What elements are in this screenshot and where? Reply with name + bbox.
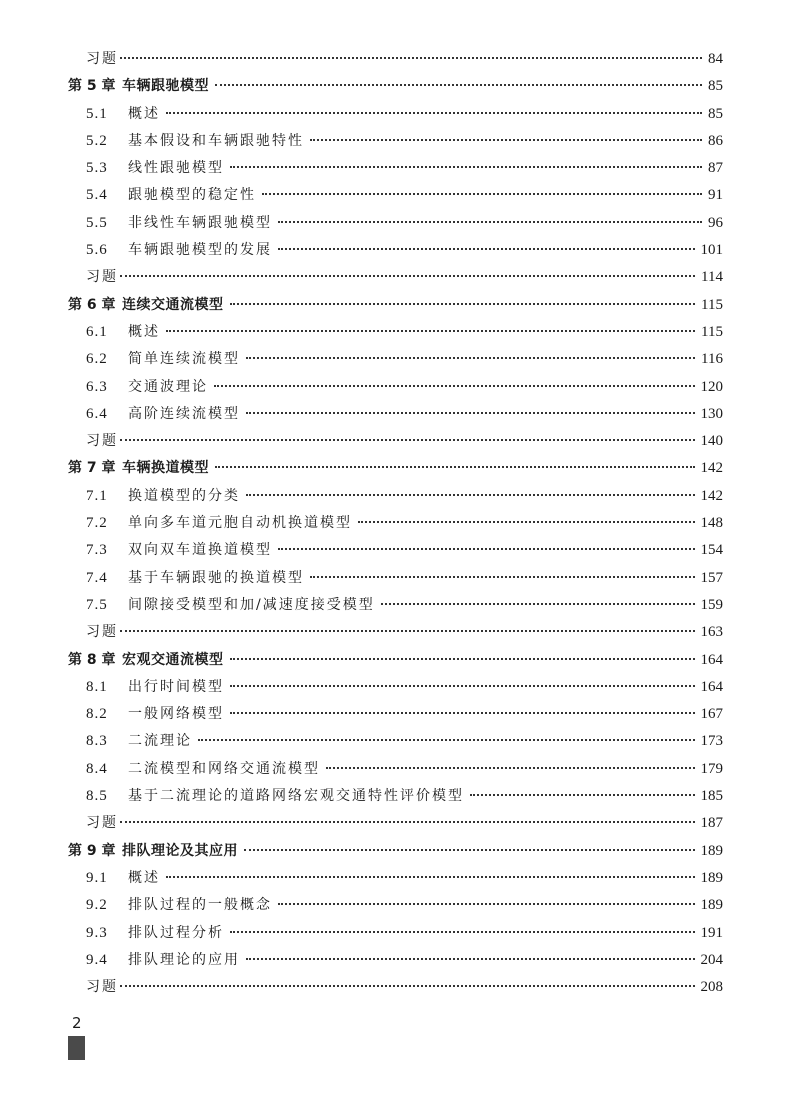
toc-section-row[interactable] — [68, 512, 723, 539]
toc-page-number: 167 — [700, 706, 723, 723]
toc-exercise-row[interactable] — [68, 621, 723, 648]
toc-page-number: 115 — [701, 296, 723, 313]
toc-number: 第 8 章 — [68, 651, 116, 668]
dot-leader — [230, 931, 695, 933]
dot-leader — [166, 112, 702, 114]
toc-title: 跟驰模型的稳定性 — [128, 187, 256, 204]
dot-leader — [120, 275, 695, 277]
dot-leader — [120, 985, 695, 987]
toc-page-number: 140 — [700, 433, 723, 450]
toc-number: 8.5 — [86, 788, 108, 805]
toc-page-number: 185 — [700, 788, 723, 805]
toc-title: 习题 — [86, 51, 118, 67]
dot-leader — [120, 821, 695, 823]
toc-chapter-row[interactable] — [68, 457, 723, 484]
toc-number: 9.3 — [86, 924, 108, 941]
toc-title: 连续交通流模型 — [122, 296, 224, 313]
toc-page-number: 154 — [700, 542, 723, 559]
toc-number: 第 5 章 — [68, 78, 116, 95]
toc-section-row[interactable] — [68, 539, 723, 566]
dot-leader — [230, 658, 695, 660]
toc-title: 排队理论的应用 — [128, 951, 240, 968]
toc-title: 概述 — [128, 869, 160, 886]
toc-title: 习题 — [86, 624, 118, 641]
dot-leader — [278, 903, 695, 905]
toc-title: 习题 — [86, 269, 118, 286]
toc-number: 7.2 — [86, 515, 108, 532]
toc-section-row[interactable] — [68, 321, 723, 348]
toc-number: 第 9 章 — [68, 842, 116, 859]
toc-number: 6.2 — [86, 351, 108, 368]
dot-leader — [215, 84, 702, 86]
toc-number: 8.4 — [86, 760, 108, 777]
toc-title: 双向双车道换道模型 — [128, 542, 272, 559]
toc-section-row[interactable] — [68, 239, 723, 266]
toc-title: 简单连续流模型 — [128, 351, 240, 368]
toc-section-row[interactable] — [68, 348, 723, 375]
toc-page-number: 120 — [700, 378, 723, 395]
toc-number: 5.5 — [86, 214, 108, 231]
toc-page-number: 116 — [701, 351, 723, 368]
dot-leader — [230, 303, 696, 305]
toc-title: 习题 — [86, 979, 118, 996]
dot-leader — [278, 221, 702, 223]
toc-section-row[interactable] — [68, 485, 723, 512]
dot-leader — [166, 330, 695, 332]
dot-leader — [470, 794, 695, 796]
toc-number: 7.3 — [86, 542, 108, 559]
toc-page-number: 84 — [708, 51, 723, 67]
dot-leader — [166, 876, 695, 878]
toc-section-row[interactable] — [68, 867, 723, 894]
toc-page-number: 157 — [700, 569, 723, 586]
dot-leader — [198, 739, 695, 741]
toc-number: 5.6 — [86, 242, 108, 259]
toc-title: 排队过程分析 — [128, 924, 224, 941]
toc-page-number: 148 — [700, 515, 723, 532]
toc-title: 排队过程的一般概念 — [128, 897, 272, 914]
toc-number: 6.1 — [86, 323, 108, 340]
toc-section-row[interactable] — [68, 594, 723, 621]
toc-title: 换道模型的分类 — [128, 487, 240, 504]
toc-page-number: 189 — [700, 842, 723, 859]
toc-page-number: 96 — [708, 214, 723, 231]
toc-section-row[interactable] — [68, 730, 723, 757]
toc-number: 5.4 — [86, 187, 108, 204]
dot-leader — [246, 412, 695, 414]
toc-section-row[interactable] — [68, 758, 723, 785]
toc-chapter-row[interactable] — [68, 75, 723, 102]
toc-section-row[interactable] — [68, 676, 723, 703]
toc-number: 8.2 — [86, 706, 108, 723]
toc-title: 概述 — [128, 323, 160, 340]
toc-number: 6.4 — [86, 405, 108, 422]
dot-leader — [215, 466, 695, 468]
toc-page-number: 163 — [700, 624, 723, 641]
toc-section-row[interactable] — [68, 785, 723, 812]
toc-title: 二流模型和网络交通流模型 — [128, 760, 320, 777]
dot-leader — [214, 385, 695, 387]
dot-leader — [230, 712, 695, 714]
toc-page-number: 159 — [700, 596, 723, 613]
toc-chapter-row[interactable] — [68, 649, 723, 676]
toc-title: 宏观交通流模型 — [122, 651, 224, 668]
dot-leader — [381, 603, 695, 605]
toc-page-number: 189 — [700, 869, 723, 886]
toc-title: 高阶连续流模型 — [128, 405, 240, 422]
toc-section-row[interactable] — [68, 130, 723, 157]
dot-leader — [358, 521, 695, 523]
toc-section-row[interactable] — [68, 103, 723, 130]
toc-page-number: 173 — [700, 733, 723, 750]
toc-number: 7.4 — [86, 569, 108, 586]
toc-title: 车辆跟驰模型 — [122, 78, 209, 95]
dot-leader — [246, 494, 695, 496]
toc-page-number: 86 — [708, 132, 723, 149]
toc-chapter-row[interactable] — [68, 840, 723, 867]
toc-title: 排队理论及其应用 — [122, 842, 238, 859]
thumb-tab-marker — [68, 1036, 85, 1060]
toc-number: 5.2 — [86, 132, 108, 149]
toc-exercise-row[interactable] — [68, 976, 723, 1003]
toc-page-number: 179 — [700, 760, 723, 777]
toc-exercise-row[interactable] — [68, 48, 723, 75]
toc-section-row[interactable] — [68, 567, 723, 594]
toc-title: 一般网络模型 — [128, 706, 224, 723]
toc-page-number: 130 — [700, 405, 723, 422]
toc-chapter-row[interactable] — [68, 294, 723, 321]
toc-title: 间隙接受模型和加/减速度接受模型 — [128, 596, 375, 613]
toc-title: 习题 — [86, 815, 118, 832]
dot-leader — [246, 357, 695, 359]
dot-leader — [310, 576, 695, 578]
toc-page-number: 85 — [708, 105, 723, 122]
toc-title: 基本假设和车辆跟驰特性 — [128, 132, 304, 149]
dot-leader — [230, 166, 702, 168]
toc-section-row[interactable] — [68, 403, 723, 430]
toc-title: 二流理论 — [128, 733, 192, 750]
toc-page-number: 164 — [700, 678, 723, 695]
toc-page-number: 142 — [700, 487, 723, 504]
dot-leader — [310, 139, 702, 141]
toc-title: 车辆换道模型 — [122, 460, 209, 477]
toc-title: 交通波理论 — [128, 378, 208, 395]
toc-number: 7.5 — [86, 596, 108, 613]
toc-number: 9.1 — [86, 869, 108, 886]
toc-number: 6.3 — [86, 378, 108, 395]
toc-page-number: 189 — [700, 897, 723, 914]
toc-title: 基于车辆跟驰的换道模型 — [128, 569, 304, 586]
toc-section-row[interactable] — [68, 376, 723, 403]
toc-page-number: 164 — [700, 651, 723, 668]
toc-page-number: 208 — [700, 979, 723, 996]
toc-title: 车辆跟驰模型的发展 — [128, 242, 272, 259]
toc-number: 第 7 章 — [68, 460, 116, 477]
page-number: 2 — [72, 1014, 82, 1032]
toc-exercise-row[interactable] — [68, 266, 723, 293]
toc-exercise-row[interactable] — [68, 812, 723, 839]
toc-exercise-row[interactable] — [68, 430, 723, 457]
toc-title: 单向多车道元胞自动机换道模型 — [128, 515, 352, 532]
toc-page-number: 91 — [708, 187, 723, 204]
toc-section-row[interactable] — [68, 157, 723, 184]
toc-number: 5.3 — [86, 160, 108, 177]
toc-section-row[interactable] — [68, 703, 723, 730]
toc-title: 出行时间模型 — [128, 678, 224, 695]
toc-title: 基于二流理论的道路网络宏观交通特性评价模型 — [128, 788, 464, 805]
dot-leader — [326, 767, 695, 769]
toc-number: 9.4 — [86, 951, 108, 968]
toc-number: 9.2 — [86, 897, 108, 914]
toc-title: 线性跟驰模型 — [128, 160, 224, 177]
toc-page-number: 191 — [700, 924, 723, 941]
toc-page-number: 87 — [708, 160, 723, 177]
toc-section-row[interactable] — [68, 184, 723, 211]
toc-page-number: 114 — [701, 269, 723, 286]
toc-title: 非线性车辆跟驰模型 — [128, 214, 272, 231]
toc-page-number: 142 — [700, 460, 723, 477]
dot-leader — [120, 57, 702, 59]
dot-leader — [244, 849, 695, 851]
toc-title: 习题 — [86, 433, 118, 450]
toc-section-row[interactable] — [68, 212, 723, 239]
toc-number: 7.1 — [86, 487, 108, 504]
toc-page-number: 204 — [700, 951, 723, 968]
toc-page-number: 187 — [700, 815, 723, 832]
table-of-contents — [68, 48, 723, 1003]
toc-page-number: 85 — [708, 78, 723, 95]
toc-title: 概述 — [128, 105, 160, 122]
toc-page-number: 115 — [701, 323, 723, 340]
dot-leader — [278, 248, 695, 250]
toc-number: 8.1 — [86, 678, 108, 695]
toc-section-row[interactable] — [68, 894, 723, 921]
toc-number: 8.3 — [86, 733, 108, 750]
dot-leader — [230, 685, 695, 687]
dot-leader — [278, 548, 695, 550]
dot-leader — [262, 193, 702, 195]
toc-section-row[interactable] — [68, 949, 723, 976]
toc-page-number: 101 — [700, 242, 723, 259]
dot-leader — [120, 630, 695, 632]
dot-leader — [120, 439, 695, 441]
toc-number: 5.1 — [86, 105, 108, 122]
toc-section-row[interactable] — [68, 922, 723, 949]
toc-number: 第 6 章 — [68, 296, 116, 313]
dot-leader — [246, 958, 695, 960]
